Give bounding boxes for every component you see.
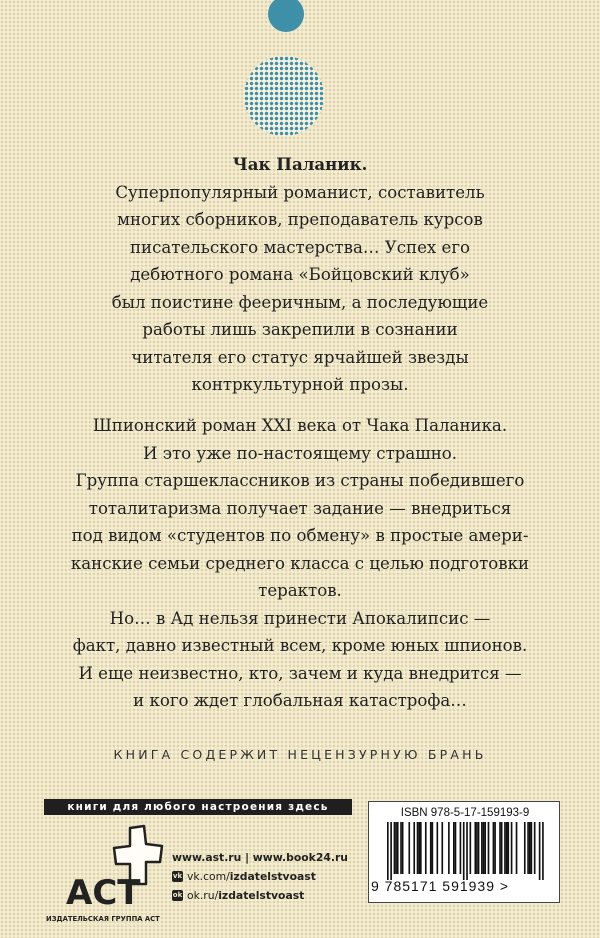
barcode-bar bbox=[387, 822, 389, 880]
bio-line: читателя его статус ярчайшей звезды bbox=[131, 347, 469, 367]
description-line: терактов. bbox=[258, 581, 342, 600]
barcode-bar bbox=[499, 822, 501, 874]
vk-icon: vk bbox=[172, 872, 183, 880]
barcode-bar bbox=[506, 822, 508, 874]
ok-icon: ok bbox=[172, 891, 183, 899]
ok-handle: izdatelstvoast bbox=[218, 889, 305, 902]
description-line: И еще неизвестно, кто, зачем и куда внедрится — bbox=[78, 663, 522, 683]
description-line: Но… в Ад нельзя принести Апокалипсис — bbox=[109, 608, 491, 628]
barcode-bar bbox=[430, 822, 432, 874]
blue-circle-decoration bbox=[268, 0, 304, 32]
publisher-caption: ИЗДАТЕЛЬСКАЯ ГРУППА АСТ bbox=[46, 915, 160, 923]
content-warning: КНИГА СОДЕРЖИТ НЕЦЕНЗУРНУЮ БРАНЬ bbox=[113, 747, 487, 762]
barcode-bar bbox=[481, 822, 483, 874]
barcode-bar bbox=[484, 822, 486, 874]
barcode-bar bbox=[432, 822, 434, 874]
description-line: Шпионский роман XXI века от Чака Паланика. bbox=[92, 416, 508, 435]
dotted-circle-decoration bbox=[244, 56, 324, 136]
websites-row bbox=[172, 848, 348, 867]
barcode-bar bbox=[493, 822, 495, 874]
bio-line: многих сборников, преподаватель курсов bbox=[117, 210, 483, 229]
barcode-bar bbox=[408, 822, 410, 874]
barcode-bar bbox=[531, 822, 533, 874]
description-line: факт, давно известный всем, кроме юных шпионов. bbox=[72, 636, 528, 655]
barcode-bar bbox=[494, 822, 496, 874]
barcode-bar bbox=[524, 822, 526, 874]
barcode-bar bbox=[413, 822, 415, 874]
barcode-bar bbox=[470, 822, 472, 874]
bio-line: работы лишь закрепили в сознании bbox=[142, 320, 458, 339]
barcode-bar bbox=[460, 822, 462, 874]
isbn-text: ISBN 978-5-17-159193-9 bbox=[400, 807, 530, 819]
author-bio bbox=[0, 151, 600, 399]
barcode-bar bbox=[516, 822, 518, 874]
barcode-bar bbox=[425, 822, 427, 874]
barcode-bar bbox=[390, 822, 392, 880]
description-line: тоталитаризма получает задание — внедриться bbox=[88, 498, 512, 518]
barcode-bar bbox=[448, 822, 450, 874]
vk-handle: izdatelstvoast bbox=[229, 870, 316, 883]
barcode-bar bbox=[483, 822, 485, 874]
barcode-bar bbox=[420, 822, 422, 874]
ok-prefix: ok.ru/ bbox=[187, 889, 219, 902]
book-description bbox=[0, 412, 600, 715]
bio-line: писательского мастерства… Успех его bbox=[129, 237, 471, 257]
barcode-bar bbox=[455, 822, 457, 874]
barcode-bar bbox=[417, 822, 419, 874]
barcode-bar bbox=[453, 822, 455, 874]
vk-row[interactable] bbox=[172, 867, 348, 886]
barcode-bar bbox=[507, 822, 509, 874]
barcode-bar bbox=[397, 822, 399, 874]
barcode-bar bbox=[418, 822, 420, 874]
description-line: И это уже по-настоящему страшно. bbox=[142, 443, 458, 463]
barcode-bar bbox=[478, 822, 480, 874]
description-line: канские семьи среднего класса с целью подготовки bbox=[70, 553, 530, 573]
barcode-bar bbox=[402, 822, 404, 874]
publisher-links bbox=[172, 848, 348, 905]
barcode-bar bbox=[534, 822, 536, 874]
barcode-bar bbox=[466, 822, 468, 880]
barcode-bar bbox=[400, 822, 402, 874]
barcode-bar bbox=[511, 822, 513, 874]
description-line: под видом «студентов по обмену» в простые амери- bbox=[71, 526, 529, 545]
bio-line: Суперпопулярный романист, составитель bbox=[115, 182, 485, 202]
ok-row[interactable] bbox=[172, 886, 348, 905]
bio-line: дебютного романа «Бойцовский клуб» bbox=[130, 265, 470, 284]
barcode-graphic bbox=[377, 822, 553, 880]
barcode-bar bbox=[527, 822, 529, 874]
barcode-bar bbox=[501, 822, 503, 874]
svg-text:АСТ: АСТ bbox=[66, 873, 141, 913]
website-links[interactable]: www.ast.ru | www.book24.ru bbox=[172, 851, 348, 864]
barcode-bar bbox=[474, 822, 476, 874]
barcode-bar bbox=[441, 822, 443, 874]
barcode-bar bbox=[504, 822, 506, 874]
promo-banner: книги для любого настроения здесь bbox=[44, 799, 352, 815]
author-name: Чак Паланик. bbox=[232, 154, 368, 174]
barcode-bar bbox=[488, 822, 490, 874]
barcode-bar bbox=[437, 822, 439, 874]
barcode-panel bbox=[368, 801, 560, 903]
bio-line: был поистине фееричным, а последующие bbox=[111, 292, 489, 312]
description-line: Группа старшеклассников из страны победившего bbox=[75, 471, 525, 490]
barcode-bar bbox=[529, 822, 531, 874]
barcode-bar bbox=[542, 822, 544, 880]
barcode-bar bbox=[539, 822, 541, 880]
vk-prefix: vk.com/ bbox=[187, 870, 230, 883]
barcode-bar bbox=[463, 822, 465, 880]
barcode-digits: 9 785171 591939 > bbox=[371, 878, 510, 894]
barcode-bar bbox=[476, 822, 478, 874]
barcode-bar bbox=[394, 822, 396, 874]
barcode-bar bbox=[395, 822, 397, 874]
bio-line: контркультурной прозы. bbox=[191, 375, 409, 394]
description-line: и кого ждет глобальная катастрофа… bbox=[133, 691, 467, 710]
